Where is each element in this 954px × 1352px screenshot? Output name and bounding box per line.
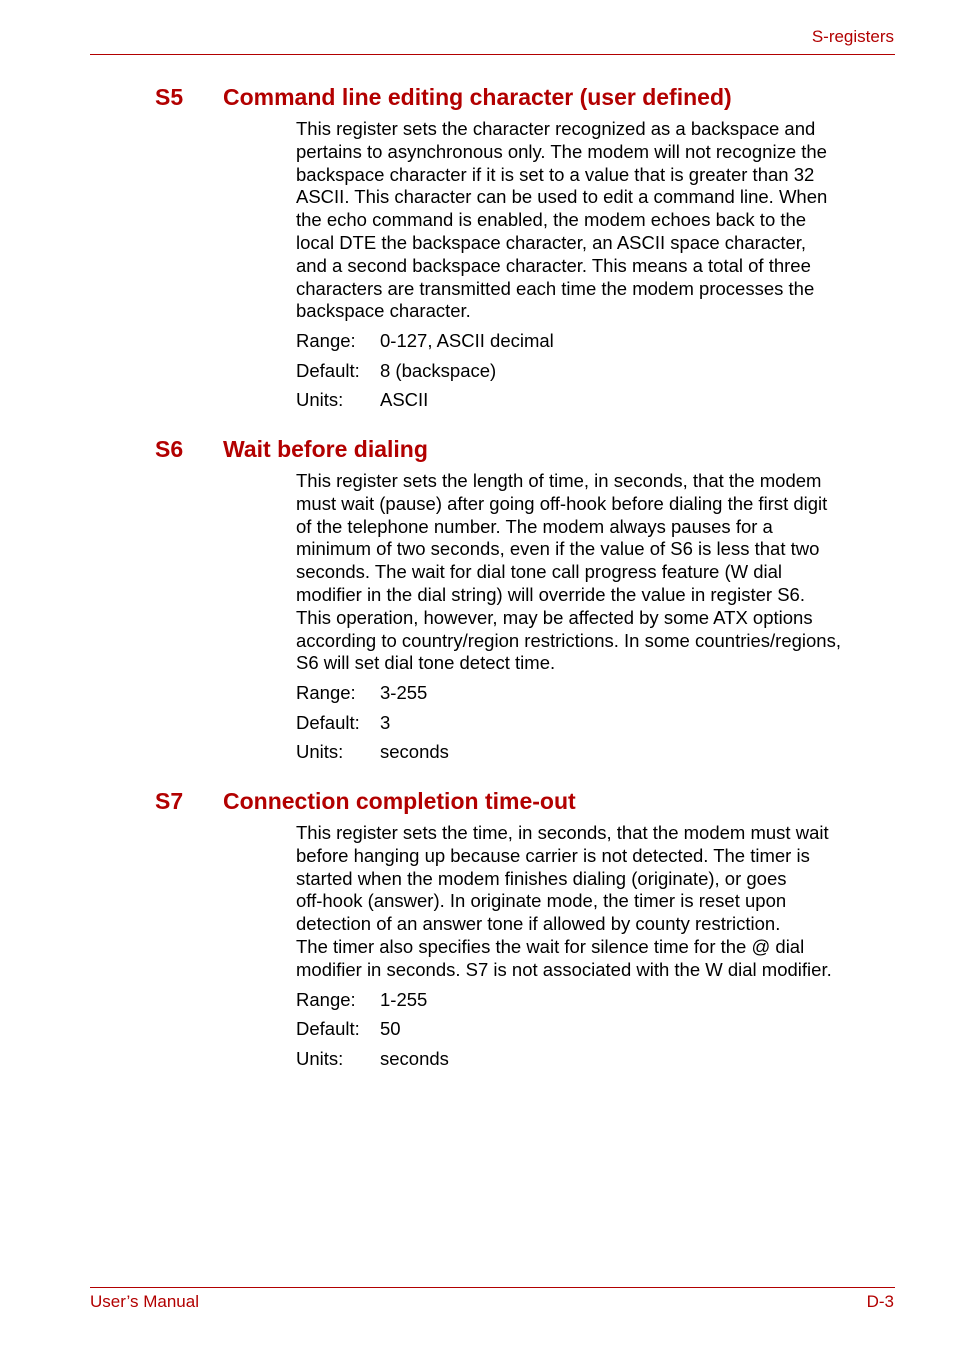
description-line: This register sets the character recognized as a backspace and <box>296 118 816 139</box>
section-description <box>296 822 896 982</box>
register-specs <box>296 330 954 419</box>
section-title: Connection completion time-out <box>223 788 576 814</box>
spec-value: seconds <box>380 741 449 763</box>
spec-label: Units: <box>296 389 344 411</box>
spec-label: Range: <box>296 682 356 704</box>
description-line: and a second backspace character. This means a total of three <box>296 254 811 276</box>
spec-range <box>296 989 954 1019</box>
description-line: The timer also specifies the wait for silence time for the @ dial <box>296 935 805 957</box>
description-line: backspace character. <box>296 300 471 322</box>
description-line: This register sets the length of time, in seconds, that the modem <box>296 470 822 491</box>
spec-value: 3 <box>380 711 391 733</box>
spec-value: 1-255 <box>380 988 428 1010</box>
section-title: Command line editing character (user defined) <box>223 84 732 110</box>
description-line: This operation, however, may be affected by some ATX options <box>296 606 813 628</box>
description-line: minimum of two seconds, even if the value of S6 is less that two <box>296 538 820 560</box>
description-line: detection of an answer tone if allowed by county restriction. <box>296 913 781 935</box>
spec-default <box>296 712 954 742</box>
register-specs <box>296 682 954 771</box>
description-line: seconds. The wait for dial tone call progress feature (W dial <box>296 561 783 583</box>
spec-label: Units: <box>296 1047 344 1069</box>
spec-value: 50 <box>380 1018 401 1040</box>
description-line: ASCII. This character can be used to edit a command line. When <box>296 186 828 208</box>
spec-label: Default: <box>296 1018 360 1040</box>
section-description <box>296 118 896 323</box>
description-line: modifier in seconds. S7 is not associated with the W dial modifier. <box>296 958 832 980</box>
spec-default <box>296 360 954 390</box>
description-line: of the telephone number. The modem always pauses for a <box>296 515 773 537</box>
header-rule <box>90 54 895 55</box>
section-number: S7 <box>155 788 184 814</box>
section-s6 <box>0 436 954 771</box>
description-line: S6 will set dial tone detect time. <box>296 652 556 674</box>
description-line: off-hook (answer). In originate mode, the timer is reset upon <box>296 890 787 912</box>
footer-rule <box>90 1287 895 1288</box>
section-heading <box>0 788 954 822</box>
spec-units <box>296 1048 954 1078</box>
spec-value: ASCII <box>380 389 429 411</box>
description-line: the echo command is enabled, the modem echoes back to the <box>296 209 807 231</box>
description-line: modifier in the dial string) will override the value in register S6. <box>296 583 805 605</box>
section-number: S5 <box>155 84 184 110</box>
spec-value: seconds <box>380 1047 449 1069</box>
section-heading <box>0 84 954 118</box>
spec-label: Default: <box>296 359 360 381</box>
register-specs <box>296 989 954 1078</box>
section-s7 <box>0 788 954 1077</box>
spec-label: Units: <box>296 741 344 763</box>
spec-range <box>296 682 954 712</box>
spec-label: Range: <box>296 988 356 1010</box>
section-heading <box>0 436 954 470</box>
description-line: before hanging up because carrier is not detected. The timer is <box>296 844 810 866</box>
spec-label: Default: <box>296 711 360 733</box>
description-line: backspace character if it is set to a value that is greater than 32 <box>296 163 815 185</box>
description-line: characters are transmitted each time the modem processes the <box>296 277 815 299</box>
description-line: must wait (pause) after going off-hook before dialing the first digit <box>296 492 828 514</box>
running-header: S-registers <box>811 27 894 46</box>
spec-range <box>296 330 954 360</box>
spec-default <box>296 1018 954 1048</box>
spec-units <box>296 741 954 771</box>
spec-value: 3-255 <box>380 682 428 704</box>
footer-manual-title: User’s Manual <box>90 1292 199 1311</box>
page-number: D-3 <box>866 1292 894 1311</box>
description-line: local DTE the backspace character, an ASCII space character, <box>296 231 807 253</box>
spec-label: Range: <box>296 330 356 352</box>
description-line: according to country/region restrictions. In some countries/regions, <box>296 629 841 651</box>
spec-value: 8 (backspace) <box>380 359 497 381</box>
spec-value: 0-127, ASCII decimal <box>380 330 554 352</box>
section-title: Wait before dialing <box>223 436 428 462</box>
section-description <box>296 470 896 675</box>
section-number: S6 <box>155 436 184 462</box>
description-line: This register sets the time, in seconds, that the modem must wait <box>296 822 829 843</box>
spec-units <box>296 389 954 419</box>
description-line: started when the modem finishes dialing (originate), or goes <box>296 867 787 889</box>
description-line: pertains to asynchronous only. The modem will not recognize the <box>296 140 827 162</box>
section-s5 <box>0 84 954 419</box>
